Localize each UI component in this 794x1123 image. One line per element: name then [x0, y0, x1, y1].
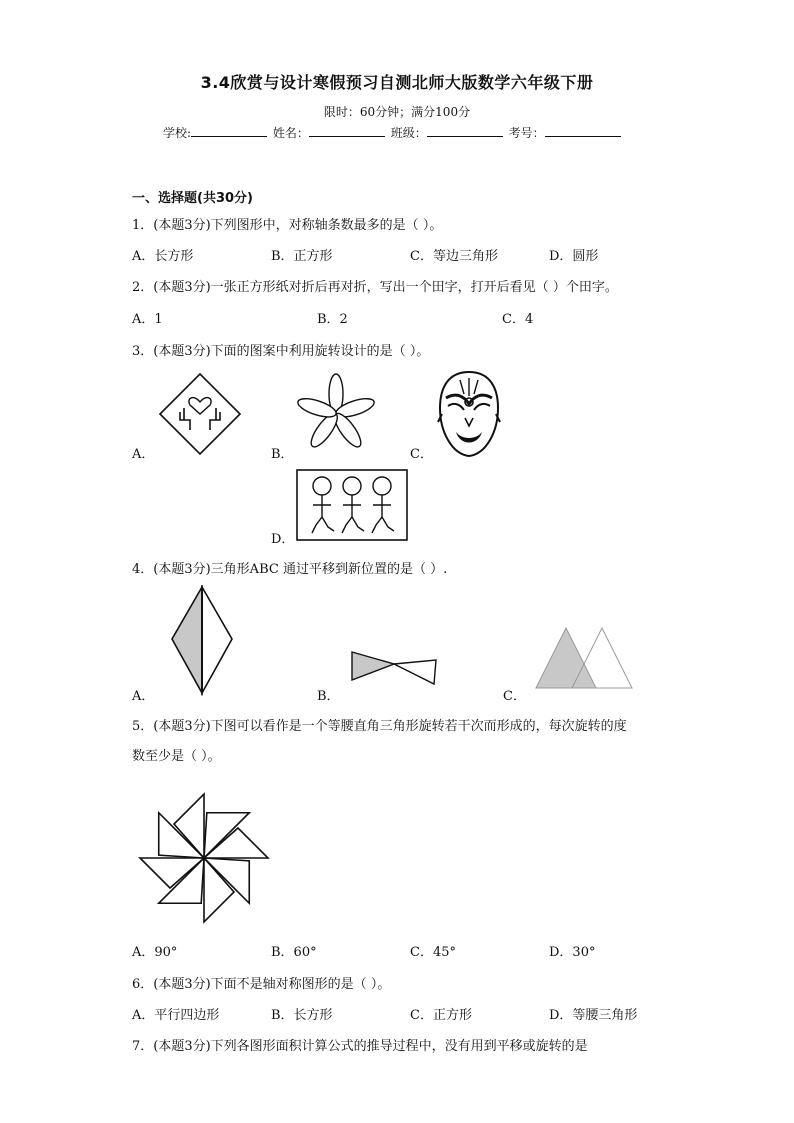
option-a[interactable]: A．: [132, 689, 155, 704]
option-b[interactable]: B．: [317, 689, 340, 704]
option-a[interactable]: A．: [132, 447, 155, 462]
option-b[interactable]: B．: [271, 447, 294, 462]
pinwheel-figure: [136, 790, 272, 926]
question-5: 5．(本题3分)下图可以看作是一个等腰直角三角形旋转若干次而形成的，每次旋转的度: [132, 719, 627, 734]
opera-mask-figure: [436, 370, 502, 458]
diamond-heart-cactus-figure: [158, 372, 242, 456]
option-c[interactable]: C．4: [502, 312, 534, 327]
option-b[interactable]: B．正方形: [271, 249, 333, 264]
question-2: 2．(本题3分)一张正方形纸对折后再对折，写出一个田字，打开后看见（ ）个田字。: [132, 280, 618, 295]
three-stick-figures-figure: [296, 469, 408, 541]
question-3: 3．(本题3分)下面的图案中利用旋转设计的是（ ）。: [132, 344, 430, 359]
question-6: 6．(本题3分)下面不是轴对称图形的是（ ）。: [132, 977, 391, 992]
option-c[interactable]: C．正方形: [410, 1008, 472, 1023]
five-petal-flower-figure: [294, 372, 378, 456]
name-label: 姓名：: [272, 126, 309, 140]
option-a[interactable]: A．1: [132, 312, 163, 327]
option-a[interactable]: A．平行四边形: [132, 1008, 220, 1023]
translated-triangle-c-figure: [532, 624, 636, 690]
option-d[interactable]: D．等腰三角形: [549, 1008, 638, 1023]
option-b[interactable]: B．2: [317, 312, 348, 327]
name-blank[interactable]: [309, 125, 385, 137]
exam-number-blank[interactable]: [545, 125, 621, 137]
option-b[interactable]: B．60°: [271, 945, 317, 960]
option-c[interactable]: C．: [503, 689, 526, 704]
option-a[interactable]: A．长方形: [132, 249, 194, 264]
student-info-row: [163, 124, 623, 141]
question-4: 4．(本题3分)三角形ABC 通过平移到新位置的是（ ）.: [132, 562, 448, 577]
option-c[interactable]: C．45°: [410, 945, 456, 960]
question-5-continued: 数至少是（ ）。: [132, 749, 221, 764]
option-c[interactable]: C．等边三角形: [410, 249, 498, 264]
option-d[interactable]: D．30°: [549, 945, 596, 960]
translated-triangle-a-figure: [168, 585, 236, 697]
translated-triangle-b-figure: [348, 646, 440, 686]
school-label: 学校:: [163, 126, 192, 140]
option-b[interactable]: B．长方形: [271, 1008, 333, 1023]
option-d[interactable]: D．圆形: [549, 249, 599, 264]
question-7: 7．(本题3分)下列各图形面积计算公式的推导过程中，没有用到平移或旋转的是: [132, 1039, 588, 1054]
class-blank[interactable]: [427, 125, 503, 137]
school-blank[interactable]: [191, 125, 267, 137]
option-d[interactable]: D．: [271, 532, 295, 547]
option-a[interactable]: A．90°: [132, 945, 178, 960]
class-label: 班级：: [390, 126, 427, 140]
question-1: 1．(本题3分)下列图形中，对称轴条数最多的是（ ）。: [132, 218, 443, 233]
section-heading: 一、选择题(共30分): [132, 191, 253, 206]
exam-number-label: 考号：: [508, 126, 545, 140]
exam-subtitle: 限时：60分钟；满分100分: [323, 105, 471, 119]
option-c[interactable]: C．: [410, 447, 433, 462]
page-title: 3.4欣赏与设计寒假预习自测北师大版数学六年级下册: [200, 73, 594, 92]
